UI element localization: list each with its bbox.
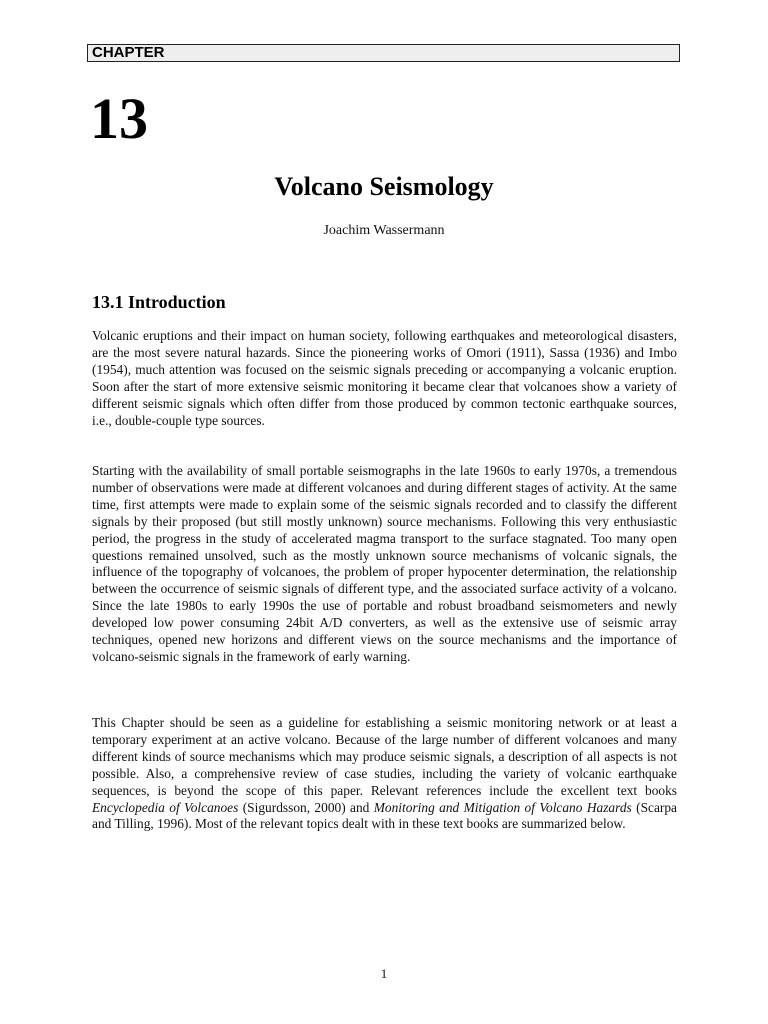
paragraph-scope-text-2: (Sigurdsson, 2000) and — [238, 799, 374, 815]
paragraph-scope-text-1: This Chapter should be seen as a guideline for establishing a seismic monitoring network or at least a temporary experiment at an active volcano. Because of the large number of different volcanoes and many different kinds of source mechanisms which may produce seismic signals, a description of all aspects is not possible. Also, a comprehensive review of case studies, including the variety of volcanic earthquake sequences, is beyond the scope of this paper. Relevant references include the excellent text books — [92, 715, 677, 798]
paragraph-history: Starting with the availability of small portable seismographs in the late 1960s to early 1970s, a tremendous number of observations were made at different volcanoes and during different stages of activity. At the same time, first attempts were made to explain some of the seismic signals recorded and to classify the different signals by their proposed (but still mostly unknown) source mechanisms. Following this very enthusiastic period, the progress in the study of accelerated magma transport to the surface stagnated. Too many open questions remained unsolved, such as the mostly unknown source mechanisms of volcanic signals, the influence of the topography of volcanoes, the problem of proper hypocenter determination, the relationship between the occurrence of seismic signals of different type, and the associated surface activity of a volcano. Since the late 1980s to early 1990s the use of portable and robust broadband seismometers and newly developed low power consuming 24bit A/D converters, as well as the extensive use of seismic array techniques, opened new horizons and different views on the source mechanisms and the importance of volcano-seismic signals in the framework of early warning. — [92, 463, 677, 664]
chapter-number: 13 — [90, 86, 148, 151]
paragraph-scope-text-3: (Scarpa and Tilling, 1996). Most of the relevant topics dealt with in these text books are summarized below. — [92, 799, 678, 832]
book-title-encyclopedia: Encyclopedia of Volcanoes — [92, 799, 239, 815]
page-number: 1 — [380, 966, 388, 981]
chapter-title: Volcano Seismology — [274, 172, 494, 201]
chapter-label: CHAPTER — [92, 44, 165, 61]
chapter-banner — [87, 44, 680, 62]
paragraph-scope — [92, 715, 677, 833]
paragraph-intro: Volcanic eruptions and their impact on human society, following earthquakes and meteorological disasters, are the most severe natural hazards. Since the pioneering works of Omori (1911), Sassa (1936) and Imbo (1954), much attention was focused on the seismic signals preceding or accompanying a volcanic eruption. Soon after the start of more extensive seismic monitoring it became clear that volcanoes show a variety of different seismic signals which often differ from those produced by common tectonic earthquake sources, i.e., double-couple type sources. — [92, 328, 677, 428]
section-heading: 13.1 Introduction — [92, 292, 226, 312]
author-name: Joachim Wassermann — [323, 223, 445, 238]
book-title-monitoring: Monitoring and Mitigation of Volcano Hazards — [373, 799, 632, 815]
